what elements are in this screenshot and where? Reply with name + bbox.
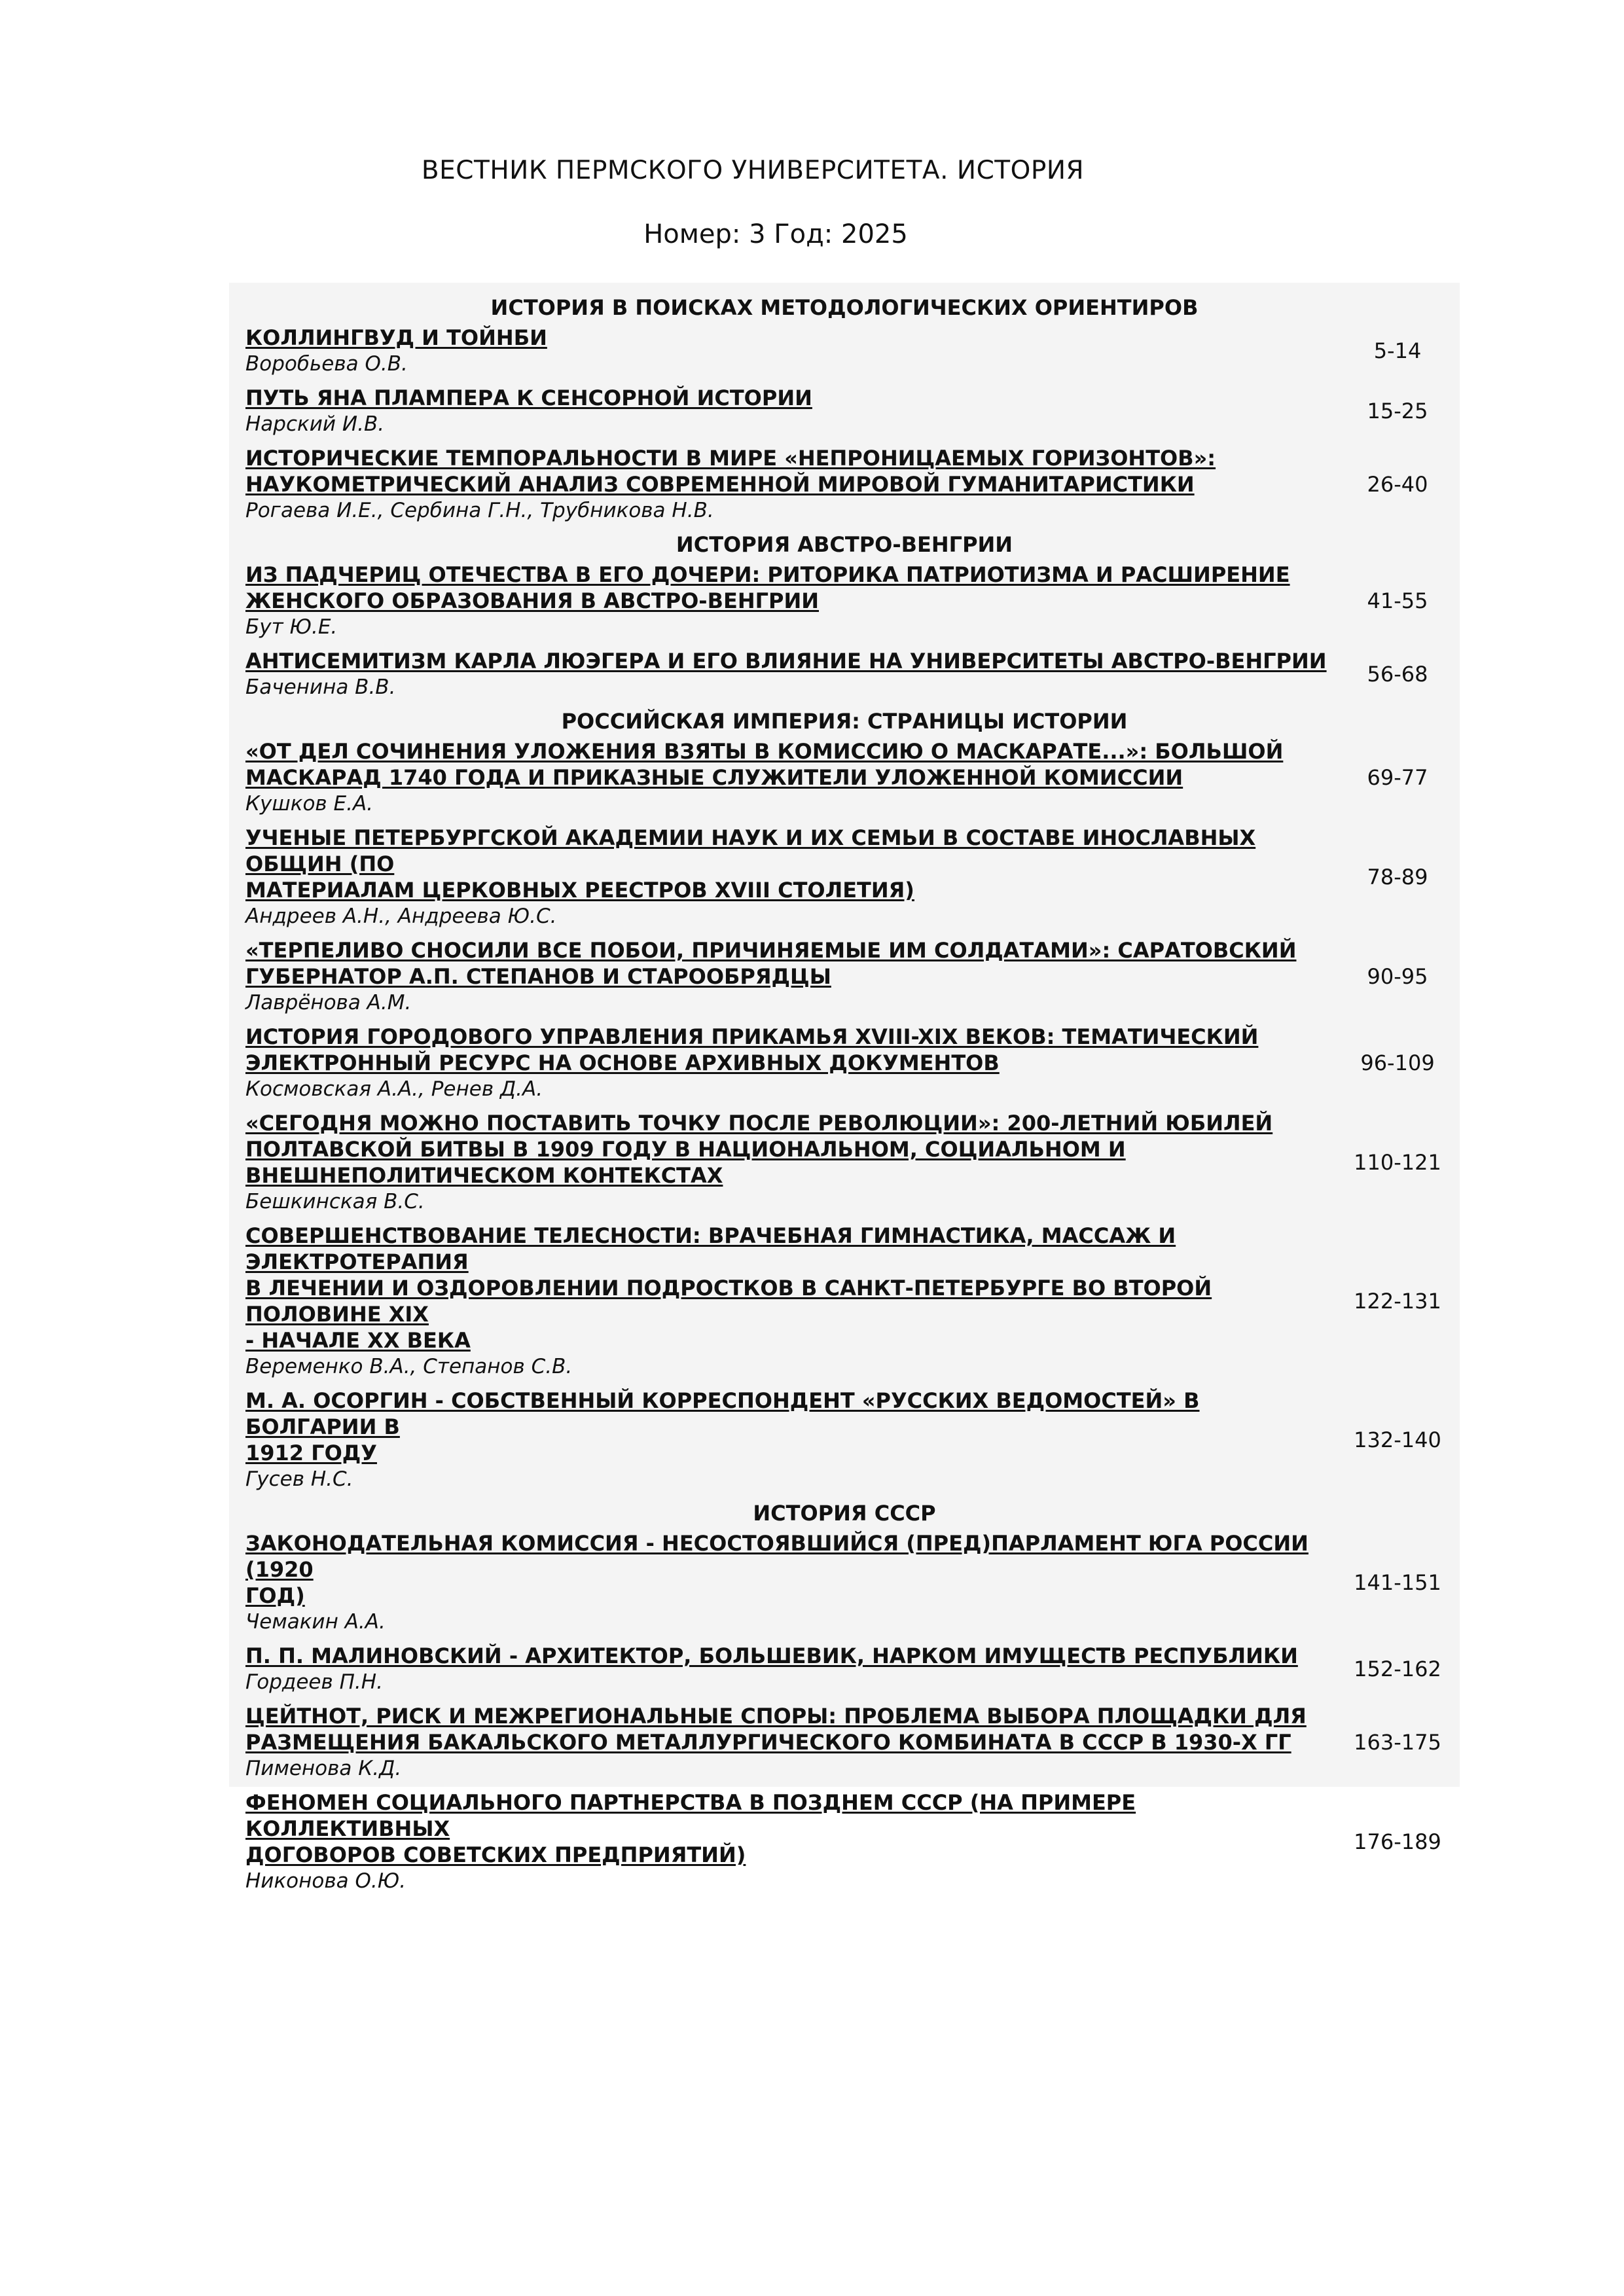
article-title-link[interactable]: ЗАКОНОДАТЕЛЬНАЯ КОМИССИЯ - НЕСОСТОЯВШИЙСЯ (ПРЕД)ПАРЛАМЕНТ ЮГА РОССИИ (1920 [245, 1531, 1308, 1582]
article-info [229, 937, 1335, 1016]
article-info [229, 1643, 1335, 1695]
article-title-link[interactable]: П. П. МАЛИНОВСКИЙ - АРХИТЕКТОР, БОЛЬШЕВИК, НАРКОМ ИМУЩЕСТВ РЕСПУБЛИКИ [245, 1643, 1298, 1668]
article-pages: 69-77 [1367, 765, 1428, 790]
article-pages: 110-121 [1354, 1150, 1441, 1175]
article-pages: 15-25 [1367, 399, 1428, 423]
article-title-link[interactable]: ФЕНОМЕН СОЦИАЛЬНОГО ПАРТНЕРСТВА В ПОЗДНЕМ СССР (НА ПРИМЕРЕ КОЛЛЕКТИВНЫХ [245, 1790, 1136, 1841]
table-of-contents [229, 283, 1460, 1893]
article-authors: Лаврёнова А.М. [245, 991, 412, 1014]
article-info [229, 1110, 1335, 1215]
article-authors: Пименова К.Д. [245, 1757, 402, 1780]
article-title-link[interactable]: ИСТОРИЯ ГОРОДОВОГО УПРАВЛЕНИЯ ПРИКАМЬЯ XVIII-XIX ВЕКОВ: ТЕМАТИЧЕСКИЙ [245, 1024, 1259, 1049]
article-entry [229, 1223, 1460, 1380]
toc-list [229, 283, 1460, 1894]
article-info [229, 1703, 1335, 1782]
section-heading: ИСТОРИЯ АВСТРО-ВЕНГРИИ [676, 532, 1013, 557]
article-info [229, 445, 1335, 524]
article-title-link[interactable]: ПУТЬ ЯНА ПЛАМПЕРА К СЕНСОРНОЙ ИСТОРИИ [245, 386, 812, 410]
article-title-link[interactable]: АНТИСЕМИТИЗМ КАРЛА ЛЮЭГЕРА И ЕГО ВЛИЯНИЕ НА УНИВЕРСИТЕТЫ АВСТРО-ВЕНГРИИ [245, 649, 1327, 673]
article-pages: 96-109 [1360, 1050, 1435, 1075]
article-authors: Андреев А.Н., Андреева Ю.С. [245, 905, 557, 928]
article-entry [229, 825, 1460, 929]
article-authors: Баченина В.В. [245, 675, 396, 699]
article-info [229, 1789, 1335, 1894]
article-title-link[interactable]: ЦЕЙТНОТ, РИСК И МЕЖРЕГИОНАЛЬНЫЕ СПОРЫ: ПРОБЛЕМА ВЫБОРА ПЛОЩАДКИ ДЛЯ [245, 1704, 1307, 1729]
article-authors: Космовская А.А., Ренев Д.А. [245, 1077, 543, 1101]
article-title-link[interactable]: ПОЛТАВСКОЙ БИТВЫ В 1909 ГОДУ В НАЦИОНАЛЬНОМ, СОЦИАЛЬНОМ И [245, 1137, 1126, 1162]
article-authors: Рогаева И.Е., Сербина Г.Н., Трубникова Н.В. [245, 499, 714, 522]
article-entry [229, 1703, 1460, 1782]
article-title-link[interactable]: МАТЕРИАЛАМ ЦЕРКОВНЫХ РЕЕСТРОВ XVIII СТОЛЕТИЯ) [245, 878, 914, 903]
article-authors: Бут Ю.Е. [245, 615, 338, 639]
article-authors: Нарский И.В. [245, 412, 385, 436]
section-heading: ИСТОРИЯ В ПОИСКАХ МЕТОДОЛОГИЧЕСКИХ ОРИЕНТИРОВ [490, 295, 1199, 320]
article-title-link[interactable]: «СЕГОДНЯ МОЖНО ПОСТАВИТЬ ТОЧКУ ПОСЛЕ РЕВОЛЮЦИИ»: 200-ЛЕТНИЙ ЮБИЛЕЙ [245, 1111, 1273, 1136]
article-title-link[interactable]: ИЗ ПАДЧЕРИЦ ОТЕЧЕСТВА В ЕГО ДОЧЕРИ: РИТОРИКА ПАТРИОТИЗМА И РАСШИРЕНИЕ [245, 562, 1290, 587]
article-info [229, 825, 1335, 929]
article-title-link[interactable]: МАСКАРАД 1740 ГОДА И ПРИКАЗНЫЕ СЛУЖИТЕЛИ УЛОЖЕННОЙ КОМИССИИ [245, 765, 1183, 790]
article-title-link[interactable]: ГОД) [245, 1583, 305, 1608]
article-info [229, 1530, 1335, 1635]
article-title-link[interactable]: ВНЕШНЕПОЛИТИЧЕСКОМ КОНТЕКСТАХ [245, 1163, 723, 1188]
article-pages: 122-131 [1354, 1289, 1441, 1314]
article-title-link[interactable]: ЖЕНСКОГО ОБРАЗОВАНИЯ В АВСТРО-ВЕНГРИИ [245, 588, 820, 613]
journal-title: ВЕСТНИК ПЕРМСКОГО УНИВЕРСИТЕТА. ИСТОРИЯ [421, 156, 1085, 185]
article-entry [229, 1024, 1460, 1102]
article-authors: Гусев Н.С. [245, 1467, 353, 1491]
article-entry [229, 648, 1460, 700]
article-pages: 41-55 [1367, 588, 1428, 613]
article-authors: Чемакин А.А. [245, 1610, 386, 1634]
article-entry [229, 1789, 1460, 1894]
article-title-link[interactable]: ДОГОВОРОВ СОВЕТСКИХ ПРЕДПРИЯТИЙ) [245, 1842, 746, 1867]
article-pages: 5-14 [1373, 338, 1422, 363]
article-title-link[interactable]: 1912 ГОДУ [245, 1441, 377, 1465]
article-title-link[interactable]: «ОТ ДЕЛ СОЧИНЕНИЯ УЛОЖЕНИЯ ВЗЯТЫ В КОМИССИЮ О МАСКАРАТЕ...»: БОЛЬШОЙ [245, 739, 1284, 764]
article-entry [229, 1110, 1460, 1215]
article-pages: 56-68 [1367, 662, 1428, 687]
article-authors: Гордеев П.Н. [245, 1670, 383, 1694]
article-title-link[interactable]: - НАЧАЛЕ XX ВЕКА [245, 1328, 471, 1353]
article-info [229, 325, 1335, 377]
article-entry [229, 1388, 1460, 1492]
article-title-link[interactable]: РАЗМЕЩЕНИЯ БАКАЛЬСКОГО МЕТАЛЛУРГИЧЕСКОГО КОМБИНАТА В СССР В 1930-Х ГГ [245, 1730, 1291, 1755]
article-pages: 26-40 [1367, 472, 1428, 497]
article-title-link[interactable]: ИСТОРИЧЕСКИЕ ТЕМПОРАЛЬНОСТИ В МИРЕ «НЕПРОНИЦАЕМЫХ ГОРИЗОНТОВ»: [245, 446, 1216, 471]
article-info [229, 385, 1335, 437]
article-title-link[interactable]: М. А. ОСОРГИН - СОБСТВЕННЫЙ КОРРЕСПОНДЕНТ «РУССКИХ ВЕДОМОСТЕЙ» В БОЛГАРИИ В [245, 1388, 1200, 1439]
article-title-link[interactable]: «ТЕРПЕЛИВО СНОСИЛИ ВСЕ ПОБОИ, ПРИЧИНЯЕМЫЕ ИМ СОЛДАТАМИ»: САРАТОВСКИЙ [245, 938, 1297, 963]
article-entry [229, 325, 1460, 377]
article-entry [229, 1643, 1460, 1695]
article-info [229, 1024, 1335, 1102]
article-title-link[interactable]: ЭЛЕКТРОННЫЙ РЕСУРС НА ОСНОВЕ АРХИВНЫХ ДОКУМЕНТОВ [245, 1050, 1000, 1075]
article-info [229, 1223, 1335, 1380]
article-pages: 176-189 [1354, 1829, 1441, 1854]
article-info [229, 738, 1335, 817]
article-info [229, 562, 1335, 640]
article-entry [229, 937, 1460, 1016]
article-entry [229, 738, 1460, 817]
article-authors: Бешкинская В.С. [245, 1190, 425, 1213]
article-title-link[interactable]: УЧЕНЫЕ ПЕТЕРБУРГСКОЙ АКАДЕМИИ НАУК И ИХ СЕМЬИ В СОСТАВЕ ИНОСЛАВНЫХ ОБЩИН (ПО [245, 825, 1256, 876]
article-info [229, 648, 1335, 700]
article-pages: 78-89 [1367, 865, 1428, 889]
article-pages: 152-162 [1354, 1657, 1441, 1681]
article-info [229, 1388, 1335, 1492]
article-pages: 141-151 [1354, 1570, 1441, 1595]
article-title-link[interactable]: ГУБЕРНАТОР А.П. СТЕПАНОВ И СТАРООБРЯДЦЫ [245, 964, 831, 989]
issue-line: Номер: 3 Год: 2025 [643, 219, 908, 249]
article-entry [229, 385, 1460, 437]
article-entry [229, 1530, 1460, 1635]
article-entry [229, 445, 1460, 524]
article-title-link[interactable]: СОВЕРШЕНСТВОВАНИЕ ТЕЛЕСНОСТИ: ВРАЧЕБНАЯ ГИМНАСТИКА, МАССАЖ И ЭЛЕКТРОТЕРАПИЯ [245, 1223, 1176, 1274]
article-authors: Кушков Е.А. [245, 792, 374, 816]
article-title-link[interactable]: НАУКОМЕТРИЧЕСКИЙ АНАЛИЗ СОВРЕМЕННОЙ МИРОВОЙ ГУМАНИТАРИСТИКИ [245, 472, 1195, 497]
article-authors: Воробьева О.В. [245, 352, 408, 376]
article-authors: Веременко В.А., Степанов С.В. [245, 1355, 573, 1378]
section-heading: ИСТОРИЯ СССР [753, 1501, 936, 1526]
article-pages: 132-140 [1354, 1427, 1441, 1452]
article-pages: 90-95 [1367, 964, 1428, 989]
article-pages: 163-175 [1354, 1730, 1441, 1755]
article-title-link[interactable]: В ЛЕЧЕНИИ И ОЗДОРОВЛЕНИИ ПОДРОСТКОВ В САНКТ-ПЕТЕРБУРГЕ ВО ВТОРОЙ ПОЛОВИНЕ XIX [245, 1276, 1212, 1327]
article-authors: Никонова О.Ю. [245, 1869, 406, 1893]
section-heading: РОССИЙСКАЯ ИМПЕРИЯ: СТРАНИЦЫ ИСТОРИИ [561, 709, 1128, 734]
article-entry [229, 562, 1460, 640]
article-title-link[interactable]: КОЛЛИНГВУД И ТОЙНБИ [245, 325, 547, 350]
